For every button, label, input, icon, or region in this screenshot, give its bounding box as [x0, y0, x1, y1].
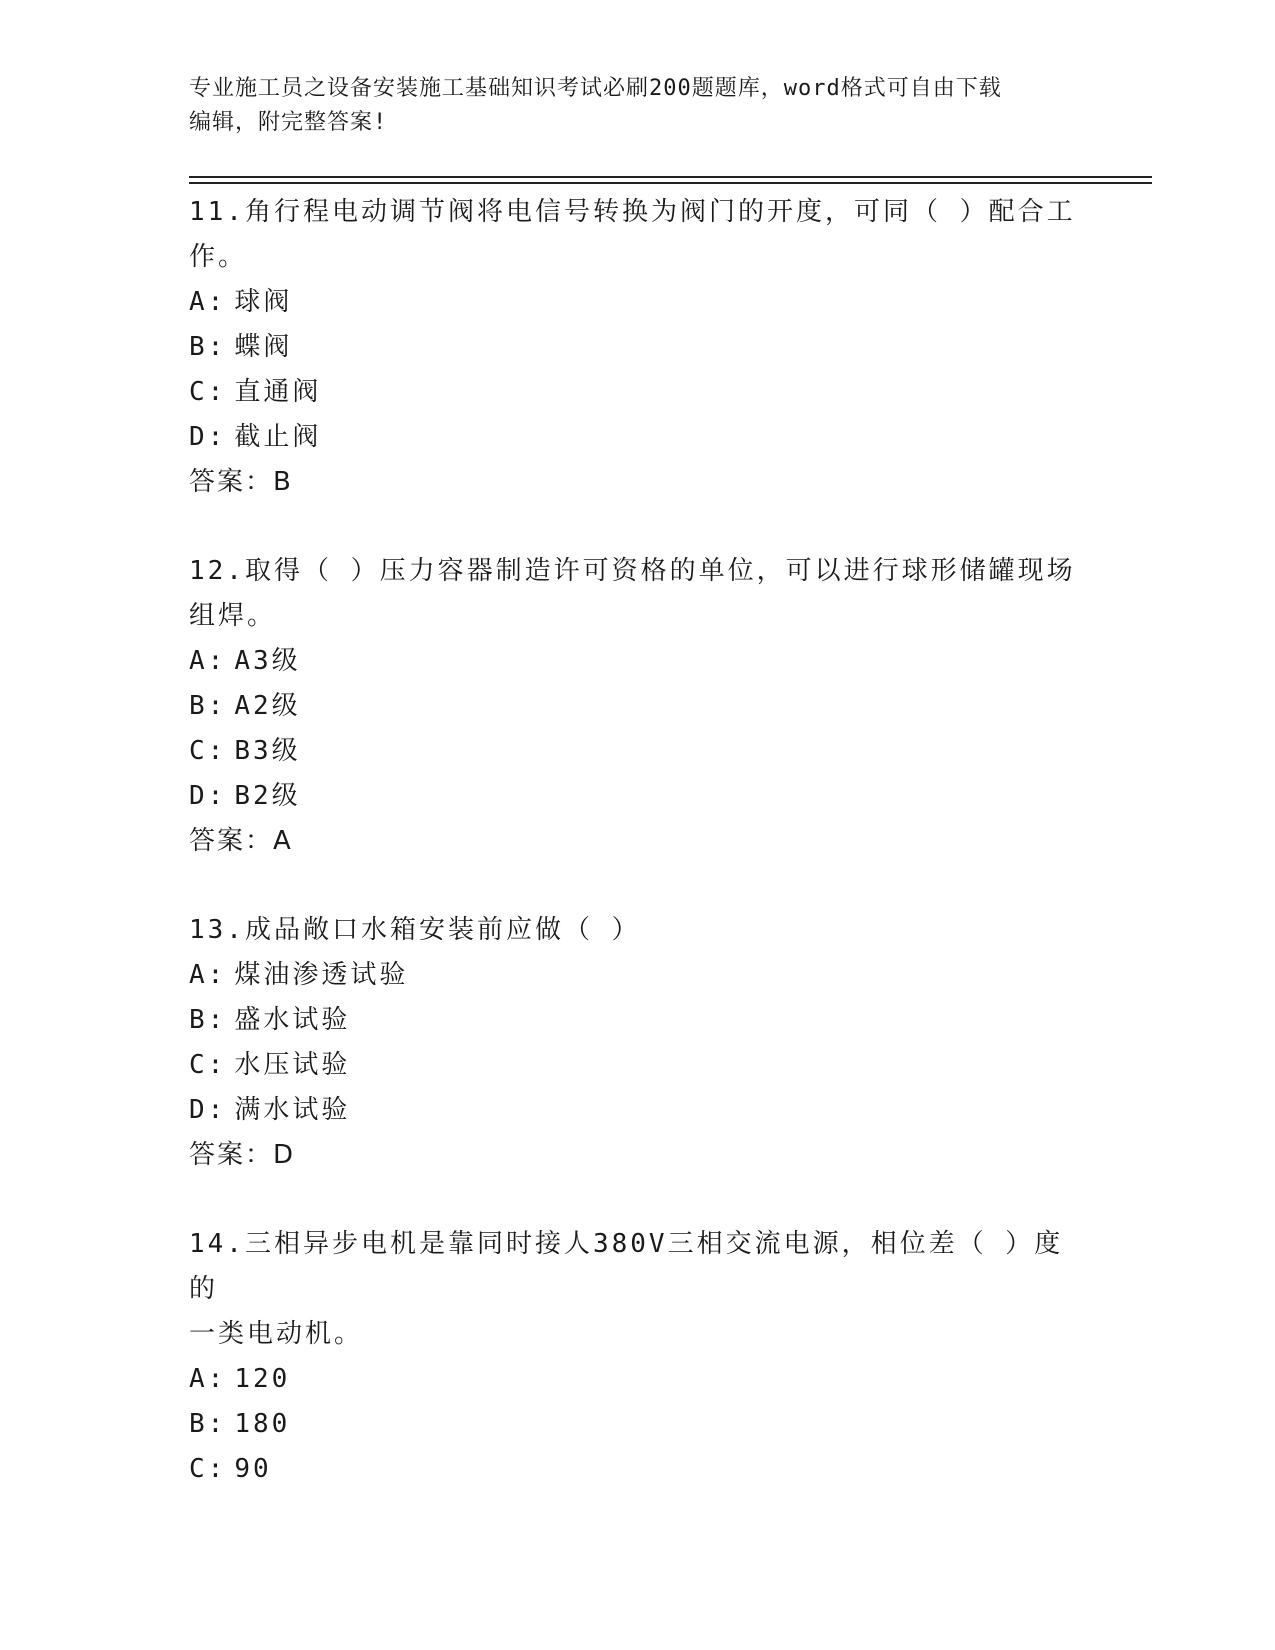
option-text: 90	[234, 1454, 272, 1484]
option-text: 盛水试验	[234, 1005, 351, 1035]
question-stem: 14.三相异步电机是靠同时接人380V三相交流电源，相位差（ ）度的	[189, 1229, 1064, 1304]
option-text: 满水试验	[234, 1095, 351, 1125]
option-label: D:	[189, 781, 227, 811]
option-label: C:	[189, 377, 227, 407]
option-b	[189, 1402, 1089, 1447]
option-text: 煤油渗透试验	[234, 960, 409, 990]
question-list	[189, 190, 1089, 1536]
option-a	[189, 280, 1089, 325]
question-stem-continued: 一类电动机。	[189, 1319, 364, 1349]
option-label: B:	[189, 1005, 227, 1035]
option-label: B:	[189, 1409, 227, 1439]
question-11	[189, 190, 1089, 505]
option-label: A:	[189, 960, 227, 990]
option-c	[189, 370, 1089, 415]
question-stem: 11.角行程电动调节阀将电信号转换为阀门的开度，可同（ ）配合工	[189, 197, 1076, 227]
option-label: B:	[189, 332, 227, 362]
option-b	[189, 325, 1089, 370]
option-d	[189, 415, 1089, 460]
option-text: 蝶阀	[234, 332, 293, 362]
answer-line: 答案：A	[189, 826, 293, 856]
option-text: 180	[234, 1409, 291, 1439]
option-text: 截止阀	[234, 422, 322, 452]
option-d	[189, 1088, 1089, 1133]
question-12	[189, 549, 1089, 864]
header-line-2: 编辑，附完整答案!	[189, 110, 388, 135]
question-stem-continued: 组焊。	[189, 601, 277, 631]
option-text: B3级	[234, 736, 301, 766]
option-text: 直通阀	[234, 377, 322, 407]
option-a	[189, 953, 1089, 998]
option-text: 水压试验	[234, 1050, 351, 1080]
option-text: B2级	[234, 781, 301, 811]
option-text: A3级	[234, 646, 301, 676]
option-label: D:	[189, 422, 227, 452]
option-label: C:	[189, 1050, 227, 1080]
answer-line: 答案：D	[189, 1140, 296, 1170]
option-c	[189, 1043, 1089, 1088]
question-14	[189, 1222, 1089, 1492]
option-text: 120	[234, 1364, 291, 1394]
option-text: 球阀	[234, 287, 293, 317]
header-divider-top	[189, 176, 1152, 178]
question-stem: 12.取得（ ）压力容器制造许可资格的单位，可以进行球形储罐现场	[189, 556, 1076, 586]
question-stem-continued: 作。	[189, 242, 248, 272]
header-divider-bottom	[189, 182, 1152, 184]
option-b	[189, 684, 1089, 729]
option-c	[189, 1447, 1089, 1492]
question-13	[189, 908, 1089, 1178]
header-line-1: 专业施工员之设备安装施工基础知识考试必刷200题题库，word格式可自由下载	[189, 76, 1002, 101]
option-label: B:	[189, 691, 227, 721]
option-c	[189, 729, 1089, 774]
option-a	[189, 1357, 1089, 1402]
option-label: A:	[189, 1364, 227, 1394]
document-header	[189, 72, 1089, 140]
option-b	[189, 998, 1089, 1043]
question-stem: 13.成品敞口水箱安装前应做（ ）	[189, 915, 641, 945]
option-d	[189, 774, 1089, 819]
option-label: A:	[189, 646, 227, 676]
option-label: C:	[189, 736, 227, 766]
option-text: A2级	[234, 691, 301, 721]
option-a	[189, 639, 1089, 684]
option-label: A:	[189, 287, 227, 317]
answer-line: 答案：B	[189, 467, 293, 497]
option-label: C:	[189, 1454, 227, 1484]
option-label: D:	[189, 1095, 227, 1125]
